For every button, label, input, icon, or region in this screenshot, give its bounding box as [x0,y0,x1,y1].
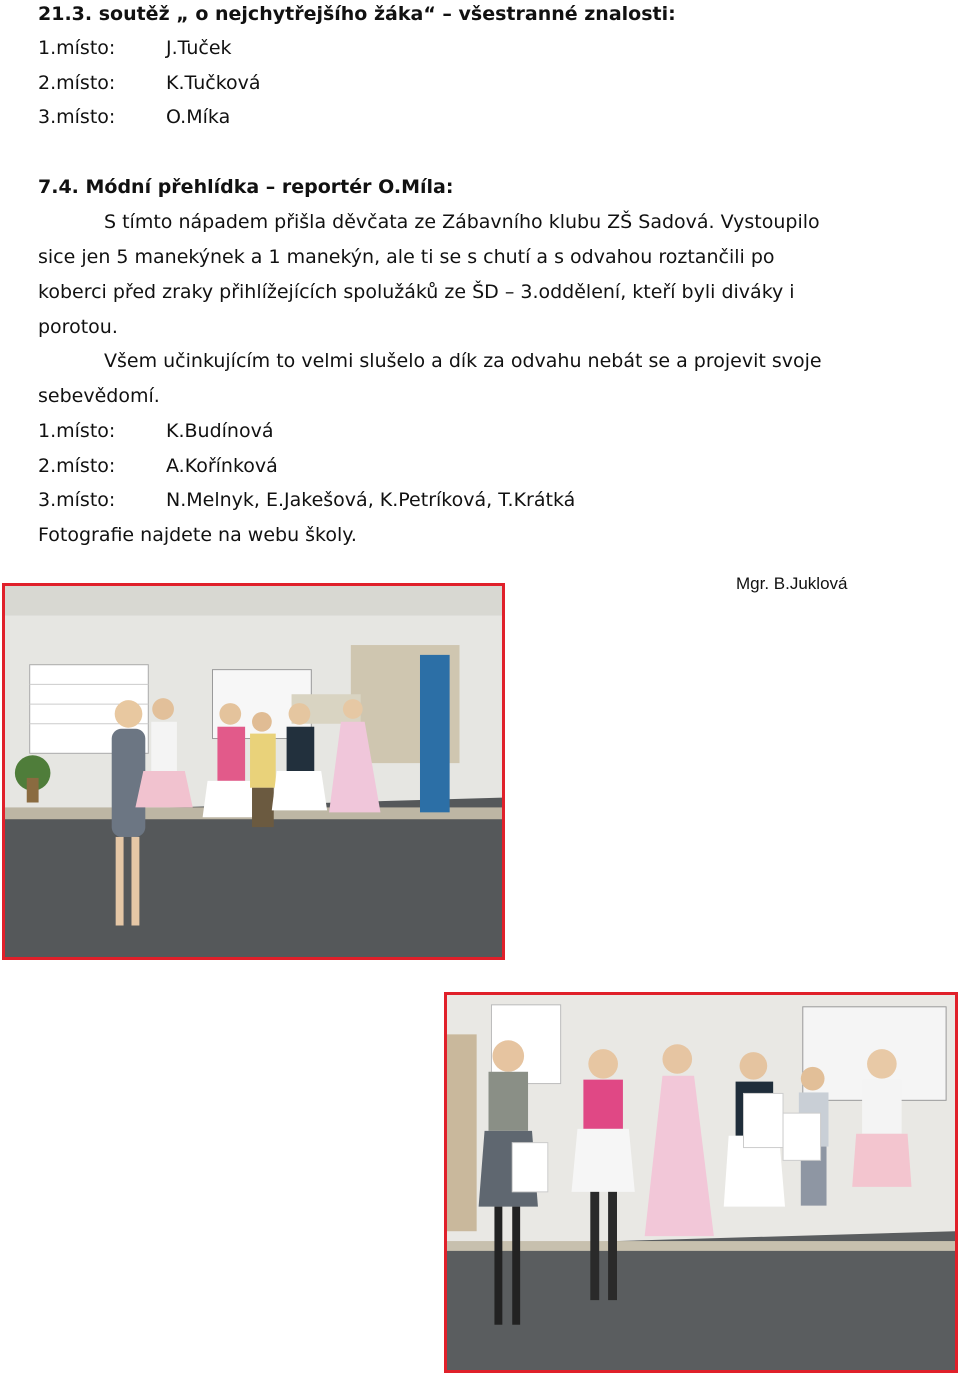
place-label: 1.místo: [38,37,116,59]
paragraph-line: S tímto nápadem přišla děvčata ze Zábavního klubu ZŠ Sadová. Vystoupilo [104,211,820,233]
place-label: 1.místo: [38,420,116,442]
section1-heading: 21.3. soutěž „ o nejchytřejšího žáka“ – všestranné znalosti: [38,3,676,25]
result-row [38,454,278,478]
winner-name: O.Míka [166,106,231,128]
winner-name: K.Budínová [166,420,274,442]
photo-illustration [5,586,502,957]
winner-name: N.Melnyk, E.Jakešová, K.Petríková, T.Krátká [166,489,576,511]
result-row [38,36,232,60]
place-label: 2.místo: [38,455,116,477]
fashion-show-photo-2 [444,992,958,1373]
result-row [38,419,273,443]
paragraph-line: koberci před zraky přihlížejících spolužáků ze ŠD – 3.oddělení, kteří byli diváky i [38,281,795,303]
place-label: 3.místo: [38,106,116,128]
result-row [38,105,230,129]
winner-name: A.Kořínková [166,455,278,477]
section2-heading: 7.4. Módní přehlídka – reportér O.Míla: [38,176,454,198]
result-row [38,488,575,512]
paragraph-line: Všem učinkujícím to velmi slušelo a dík za odvahu nebát se a projevit svoje [104,350,822,372]
fashion-show-photo-1 [2,583,505,960]
paragraph-line: sebevědomí. [38,385,160,407]
place-label: 3.místo: [38,489,116,511]
paragraph-line: sice jen 5 manekýnek a 1 manekýn, ale ti se s chutí a s odvahou roztančili po [38,246,775,268]
paragraph-line: porotou. [38,316,118,338]
footer-note: Fotografie najdete na webu školy. [38,524,357,546]
result-row [38,71,261,95]
photo-illustration [447,995,955,1370]
winner-name: J.Tuček [166,37,232,59]
signature: Mgr. B.Juklová [736,574,848,593]
winner-name: K.Tučková [166,72,261,94]
place-label: 2.místo: [38,72,116,94]
